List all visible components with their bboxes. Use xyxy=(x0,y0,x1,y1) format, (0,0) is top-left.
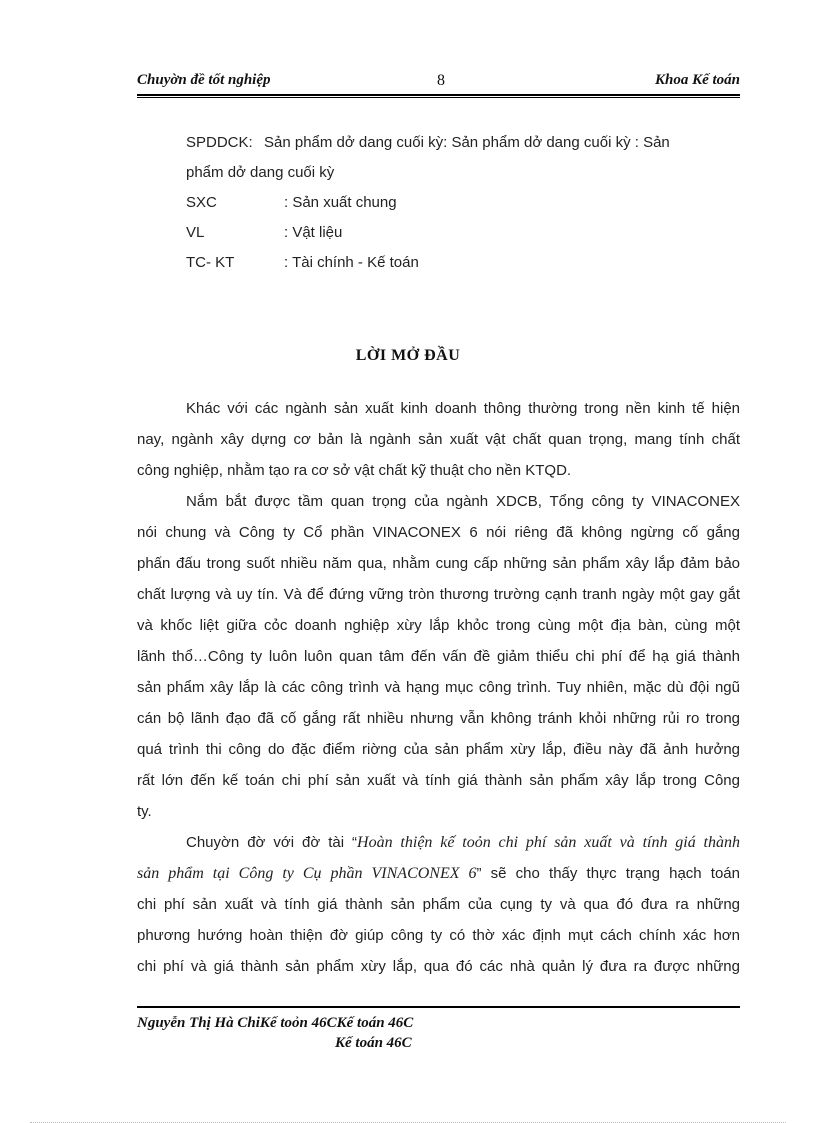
header-left: Chuyờn đề tốt nghiệp xyxy=(137,72,271,88)
abbr-value: : Vật liệu xyxy=(284,224,343,241)
text-line xyxy=(137,827,740,858)
text-line: rất lớn đến kế toán chi phí sản xuất và tính giá thành sản phẩm xây lắp trong Công xyxy=(137,772,740,789)
text-line: Khác với các ngành sản xuất kinh doanh thông thường trong nền kinh tế hiện xyxy=(186,400,740,417)
abbr-key: VL xyxy=(186,224,205,241)
text-line: chất lượng và uy tín. Và để đứng vững tròn thương trường cạnh tranh ngày một gay gắt xyxy=(137,586,740,603)
text-span: ” sẽ cho thấy thực trạng hạch toán xyxy=(476,865,740,882)
abbr-row xyxy=(186,128,726,158)
abbreviation-list xyxy=(186,128,726,278)
text-line: sản phẩm xây lắp là các công trình và hạng mục công trình. Tuy nhiên, mặc dù đội ngũ xyxy=(137,679,740,696)
header-right: Khoa Kế toán xyxy=(654,72,740,88)
text-line: chi phí và giá thành sản phẩm xừy lắp, qua đó các nhà quản lý đưa ra được những xyxy=(137,958,740,975)
text-line: Nắm bắt được tầm quan trọng của ngành XDCB, Tổng công ty VINACONEX xyxy=(186,493,740,510)
footer-rule xyxy=(137,1006,740,1008)
text-line: lãnh thổ…Công ty luôn luôn quan tâm đến vấn đề giảm thiểu chi phí để hạ giá thành xyxy=(137,648,740,665)
footer-line-1: Nguyễn Thị Hà ChiKế toỏn 46CKế toán 46C xyxy=(137,1015,414,1031)
text-line: và khốc liệt giữa cỏc doanh nghiệp xừy lắp khỏc trong cùng một địa bàn, cùng một xyxy=(137,617,740,634)
abbr-value-cont: phẩm dở dang cuối kỳ xyxy=(186,164,335,181)
text-span: Chuyờn đờ với đờ tài “ xyxy=(186,834,358,851)
body-text xyxy=(137,393,740,982)
text-line: nói chung và Công ty Cổ phần VINACONEX 6 nói riêng đã không ngừng cố gắng xyxy=(137,524,740,541)
abbr-row xyxy=(186,248,726,278)
text-line: ty. xyxy=(137,803,152,820)
topic-title-italic: sản phẩm tại Công ty Cụ phần VINACONEX 6 xyxy=(137,865,477,882)
text-line: phương hướng hoàn thiện đờ giúp công ty có thờ xác định mụt cách chính xác hơn xyxy=(137,927,740,944)
section-title: LỜI MỞ ĐẦU xyxy=(355,347,461,364)
page-number: 8 xyxy=(437,72,445,89)
abbr-row xyxy=(186,158,726,188)
text-line: nay, ngành xây dựng cơ bản là ngành sản xuất vật chất quan trọng, mang tính chất xyxy=(137,431,740,448)
header-rule xyxy=(137,94,740,96)
abbr-value: : Sản xuất chung xyxy=(284,194,397,211)
page-header xyxy=(137,72,740,92)
text-line xyxy=(137,858,740,889)
footer-line-2: Kế toán 46C xyxy=(335,1035,412,1051)
header-rule-thin xyxy=(137,97,740,98)
text-line: chi phí sản xuất và tính giá thành sản phẩm của cụng ty và qua đó đưa ra những xyxy=(137,896,740,913)
text-line: công nghiệp, nhằm tạo ra cơ sở vật chất kỹ thuật cho nền KTQD. xyxy=(137,462,572,479)
abbr-row xyxy=(186,188,726,218)
abbr-key: SPDDCK: xyxy=(186,134,253,151)
topic-title-italic: Hoàn thiện kế toỏn chi phí sản xuất và tính giá thành xyxy=(357,834,740,851)
abbr-key: TC- KT xyxy=(186,254,235,271)
page-footer xyxy=(137,1013,740,1053)
text-line: quá trình thi công do đặc điểm riờng của sản phẩm xừy lắp, điều này đã ảnh hưởng xyxy=(137,741,740,758)
abbr-value: : Tài chính - Kế toán xyxy=(284,254,419,271)
abbr-key: SXC xyxy=(186,194,217,211)
abbr-row xyxy=(186,218,726,248)
text-line: phấn đấu trong suốt nhiều năm qua, nhằm cung cấp những sản phẩm xây lắp đảm bảo xyxy=(137,555,740,572)
text-line: cán bộ lãnh đạo đã cố gắng rất nhiều nhưng vẫn không tránh khỏi những rủi ro trong xyxy=(137,710,740,727)
abbr-value: Sản phẩm dở dang cuối kỳ: Sản phẩm dở dang cuối kỳ : Sản xyxy=(264,134,670,151)
